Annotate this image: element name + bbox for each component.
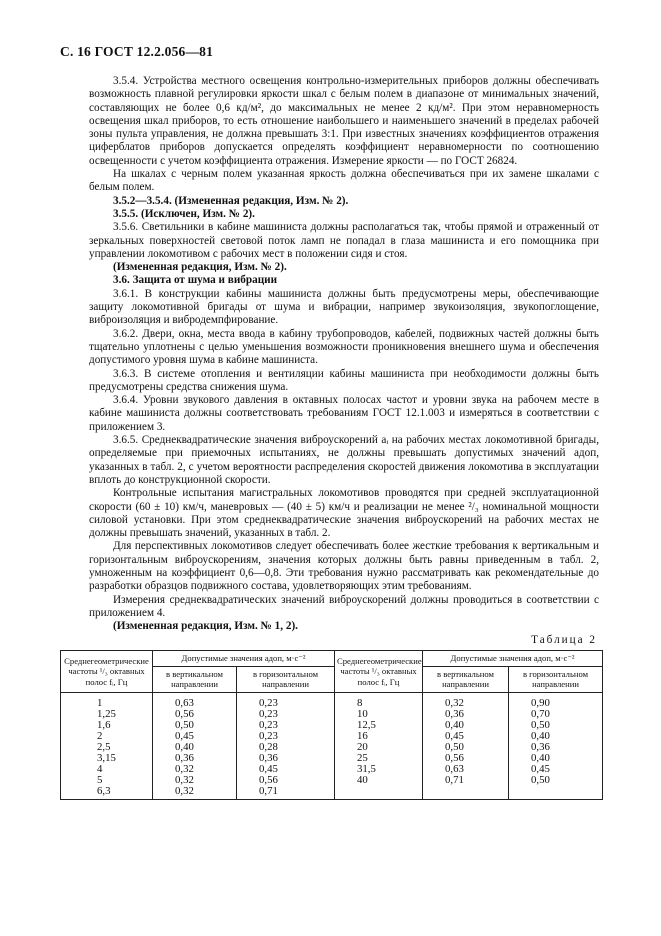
table-cell: 10: [335, 709, 423, 720]
table-cell: 0,23: [237, 709, 335, 720]
table-cell: 3,15: [61, 753, 153, 764]
paragraph: 3.5.6. Светильники в кабине машиниста должны располагаться так, чтобы прямой и отраженный от зеркальных поверхностей световой поток ламп не попадал в глаза машиниста и его помощника при управлении локомотивом с рабочих мест в положении сидя и стоя.: [89, 221, 599, 260]
table-caption: Таблица 2: [531, 634, 597, 646]
col-header-horizontal: в горизонтальном направлении: [509, 666, 603, 692]
table-cell: 1: [61, 692, 153, 709]
table-cell: 2,5: [61, 742, 153, 753]
table-cell: 12,5: [335, 720, 423, 731]
table-cell: 0,36: [423, 709, 509, 720]
table-cell: 0,32: [153, 764, 237, 775]
table-cell: 0,45: [509, 764, 603, 775]
table-cell: 0,56: [237, 775, 335, 786]
table-cell: 0,50: [509, 775, 603, 786]
paragraph: 3.5.4. Устройства местного освещения контрольно-измерительных приборов должны обеспечивать возможность плавной регулировки яркости шкал с белым полем в диапазоне от минимальных значений, составляющих не более 0,6 кд/м², до максимальных не менее 2 кд/м². При этом неравномерность освещения шкал приборов, то есть отношение наибольшего и наименьшего значений в пределах рабочей зоны пульта управления, не должна превышать 3:1. При известных значениях коэффициентов отражения циферблатов приборов допускается определять коэффициент неравномерности по соотношению освещенности с учетом коэффициента отражения. Измерение яркости — по ГОСТ 26824.: [89, 75, 599, 167]
table-cell: 0,36: [509, 742, 603, 753]
table-cell: 0,40: [423, 720, 509, 731]
col-header-allowed: Допустимые значения aдоп, м·с⁻²: [423, 651, 603, 667]
table-row: [61, 764, 603, 775]
table-cell: 0,36: [153, 753, 237, 764]
table-cell: 0,40: [509, 753, 603, 764]
table-cell: 0,70: [509, 709, 603, 720]
table-cell: 0,45: [423, 731, 509, 742]
paragraph: 3.6.2. Двери, окна, места ввода в кабину трубопроводов, кабелей, подвижных частей должны быть тщательно уплотнены с целью уменьшения возможности проникновения внешнего шума и обеспечения допустимого уровня шума в кабине машиниста.: [89, 327, 599, 367]
table-cell: 0,50: [153, 720, 237, 731]
table-cell: 25: [335, 753, 423, 764]
page-header: С. 16 ГОСТ 12.2.056—81: [60, 44, 214, 59]
table-cell: 0,36: [237, 753, 335, 764]
table-cell: 0,71: [423, 775, 509, 786]
table-row: [61, 709, 603, 720]
table-cell: 0,45: [237, 764, 335, 775]
col-header-allowed: Допустимые значения aдоп, м·с⁻²: [153, 651, 335, 667]
paragraph: 3.6.5. Среднеквадратические значения виброускорений aᵢ на рабочих местах локомотивной бригады, определяемые при приемочных испытаниях, не должны превышать допустимых значений aдоп, указанных в табл. 2, с учетом вероятности распределения скоростей движения локомотива в эксплуатации вплоть до конструкционной скорости.: [89, 434, 599, 486]
paragraph: 3.6.1. В конструкции кабины машиниста должны быть предусмотрены меры, обеспечивающие защиту локомотивной бригады от шума и вибрации, например звукоизоляция, звукопоглощение, виброизоляция и вибродемпфирование.: [89, 287, 599, 327]
amendment-note: 3.5.2—3.5.4. (Измененная редакция, Изм. № 2).: [113, 194, 349, 207]
table-cell: 0,63: [153, 692, 237, 709]
table-cell: [335, 786, 423, 800]
table-cell: 16: [335, 731, 423, 742]
table-cell: [423, 786, 509, 800]
paragraph: Для перспективных локомотивов следует обеспечивать более жесткие требования к вертикальным и горизонтальным виброускорениям, значения которых должны быть равны приведенным в табл. 2, умноженным на коэффициент 0,6—0,8. Эти требования нужно рассматривать как рекомендательные до разработки образцов подвижного состава, удовлетворяющих этим требованиям.: [89, 540, 599, 593]
table-cell: 0,23: [237, 692, 335, 709]
table-cell: 0,32: [423, 692, 509, 709]
table-row: [61, 742, 603, 753]
table-cell: 0,28: [237, 742, 335, 753]
table-cell: 5: [61, 775, 153, 786]
table-cell: 0,50: [509, 720, 603, 731]
body-text: [89, 75, 599, 633]
table-row: [61, 775, 603, 786]
paragraph: 3.6.3. В системе отопления и вентиляции кабины машиниста при необходимости должны быть предусмотрены средства снижения шума.: [89, 367, 599, 393]
amendment-note: 3.5.5. (Исключен, Изм. № 2).: [113, 207, 255, 220]
table-cell: 0,56: [153, 709, 237, 720]
table-cell: 0,40: [509, 731, 603, 742]
table-cell: 0,71: [237, 786, 335, 800]
table-row: [61, 692, 603, 709]
paragraph: 3.6.4. Уровни звукового давления в октавных полосах частот и уровни звука на рабочем месте в кабине машиниста должны соответствовать требованиям ГОСТ 12.1.003 и измеряться в соответствии с приложением 3.: [89, 394, 599, 433]
table-row: [61, 786, 603, 800]
table-cell: 1,25: [61, 709, 153, 720]
table-cell: 40: [335, 775, 423, 786]
table-cell: 0,32: [153, 786, 237, 800]
table-row: [61, 753, 603, 764]
col-header-vertical: в вертикальном направлении: [153, 666, 237, 692]
amendment-note: (Измененная редакция, Изм. № 1, 2).: [113, 620, 298, 633]
table-cell: 31,5: [335, 764, 423, 775]
table-cell: 0,32: [153, 775, 237, 786]
col-header-horizontal: в горизонтальном направлении: [237, 666, 335, 692]
table-cell: [509, 786, 603, 800]
paragraph: Контрольные испытания магистральных локомотивов проводятся при средней эксплуатационной скорости (60 ± 10) км/ч, маневровых — (40 ± 5) км/ч и реализации не менее ²/₃ номинальной мощности силовой установки. При этом среднеквадратические значения виброускорений на рабочих местах не должны превышать значений, указанных в табл. 2.: [89, 487, 599, 540]
paragraph: На шкалах с черным полем указанная яркость должна обеспечиваться при их замене шкалами с белым полем.: [89, 168, 599, 194]
table-cell: 0,23: [237, 731, 335, 742]
col-header-frequency: Среднегеометрические частоты ¹/₃ октавных полос fᵢ, Гц: [61, 651, 153, 693]
table-cell: 20: [335, 742, 423, 753]
section-heading: 3.6. Защита от шума и вибрации: [113, 274, 278, 287]
table-row: [61, 720, 603, 731]
table-row: [61, 731, 603, 742]
table-cell: 6,3: [61, 786, 153, 800]
table-cell: 0,63: [423, 764, 509, 775]
table-cell: 2: [61, 731, 153, 742]
vibration-table: [60, 650, 603, 800]
table-cell: 0,40: [153, 742, 237, 753]
table-cell: 0,23: [237, 720, 335, 731]
table-cell: 8: [335, 692, 423, 709]
table-cell: 0,45: [153, 731, 237, 742]
table-cell: 4: [61, 764, 153, 775]
amendment-note: (Измененная редакция, Изм. № 2).: [113, 261, 287, 274]
table-cell: 0,90: [509, 692, 603, 709]
col-header-vertical: в вертикальном направлении: [423, 666, 509, 692]
col-header-frequency: Среднегеометрические частоты ¹/₃ октавных полос fᵢ, Гц: [335, 651, 423, 693]
table-cell: 0,50: [423, 742, 509, 753]
table-cell: 1,6: [61, 720, 153, 731]
paragraph: Измерения среднеквадратических значений виброускорений должны проводиться в соответствии с приложением 4.: [89, 593, 599, 619]
table-cell: 0,56: [423, 753, 509, 764]
